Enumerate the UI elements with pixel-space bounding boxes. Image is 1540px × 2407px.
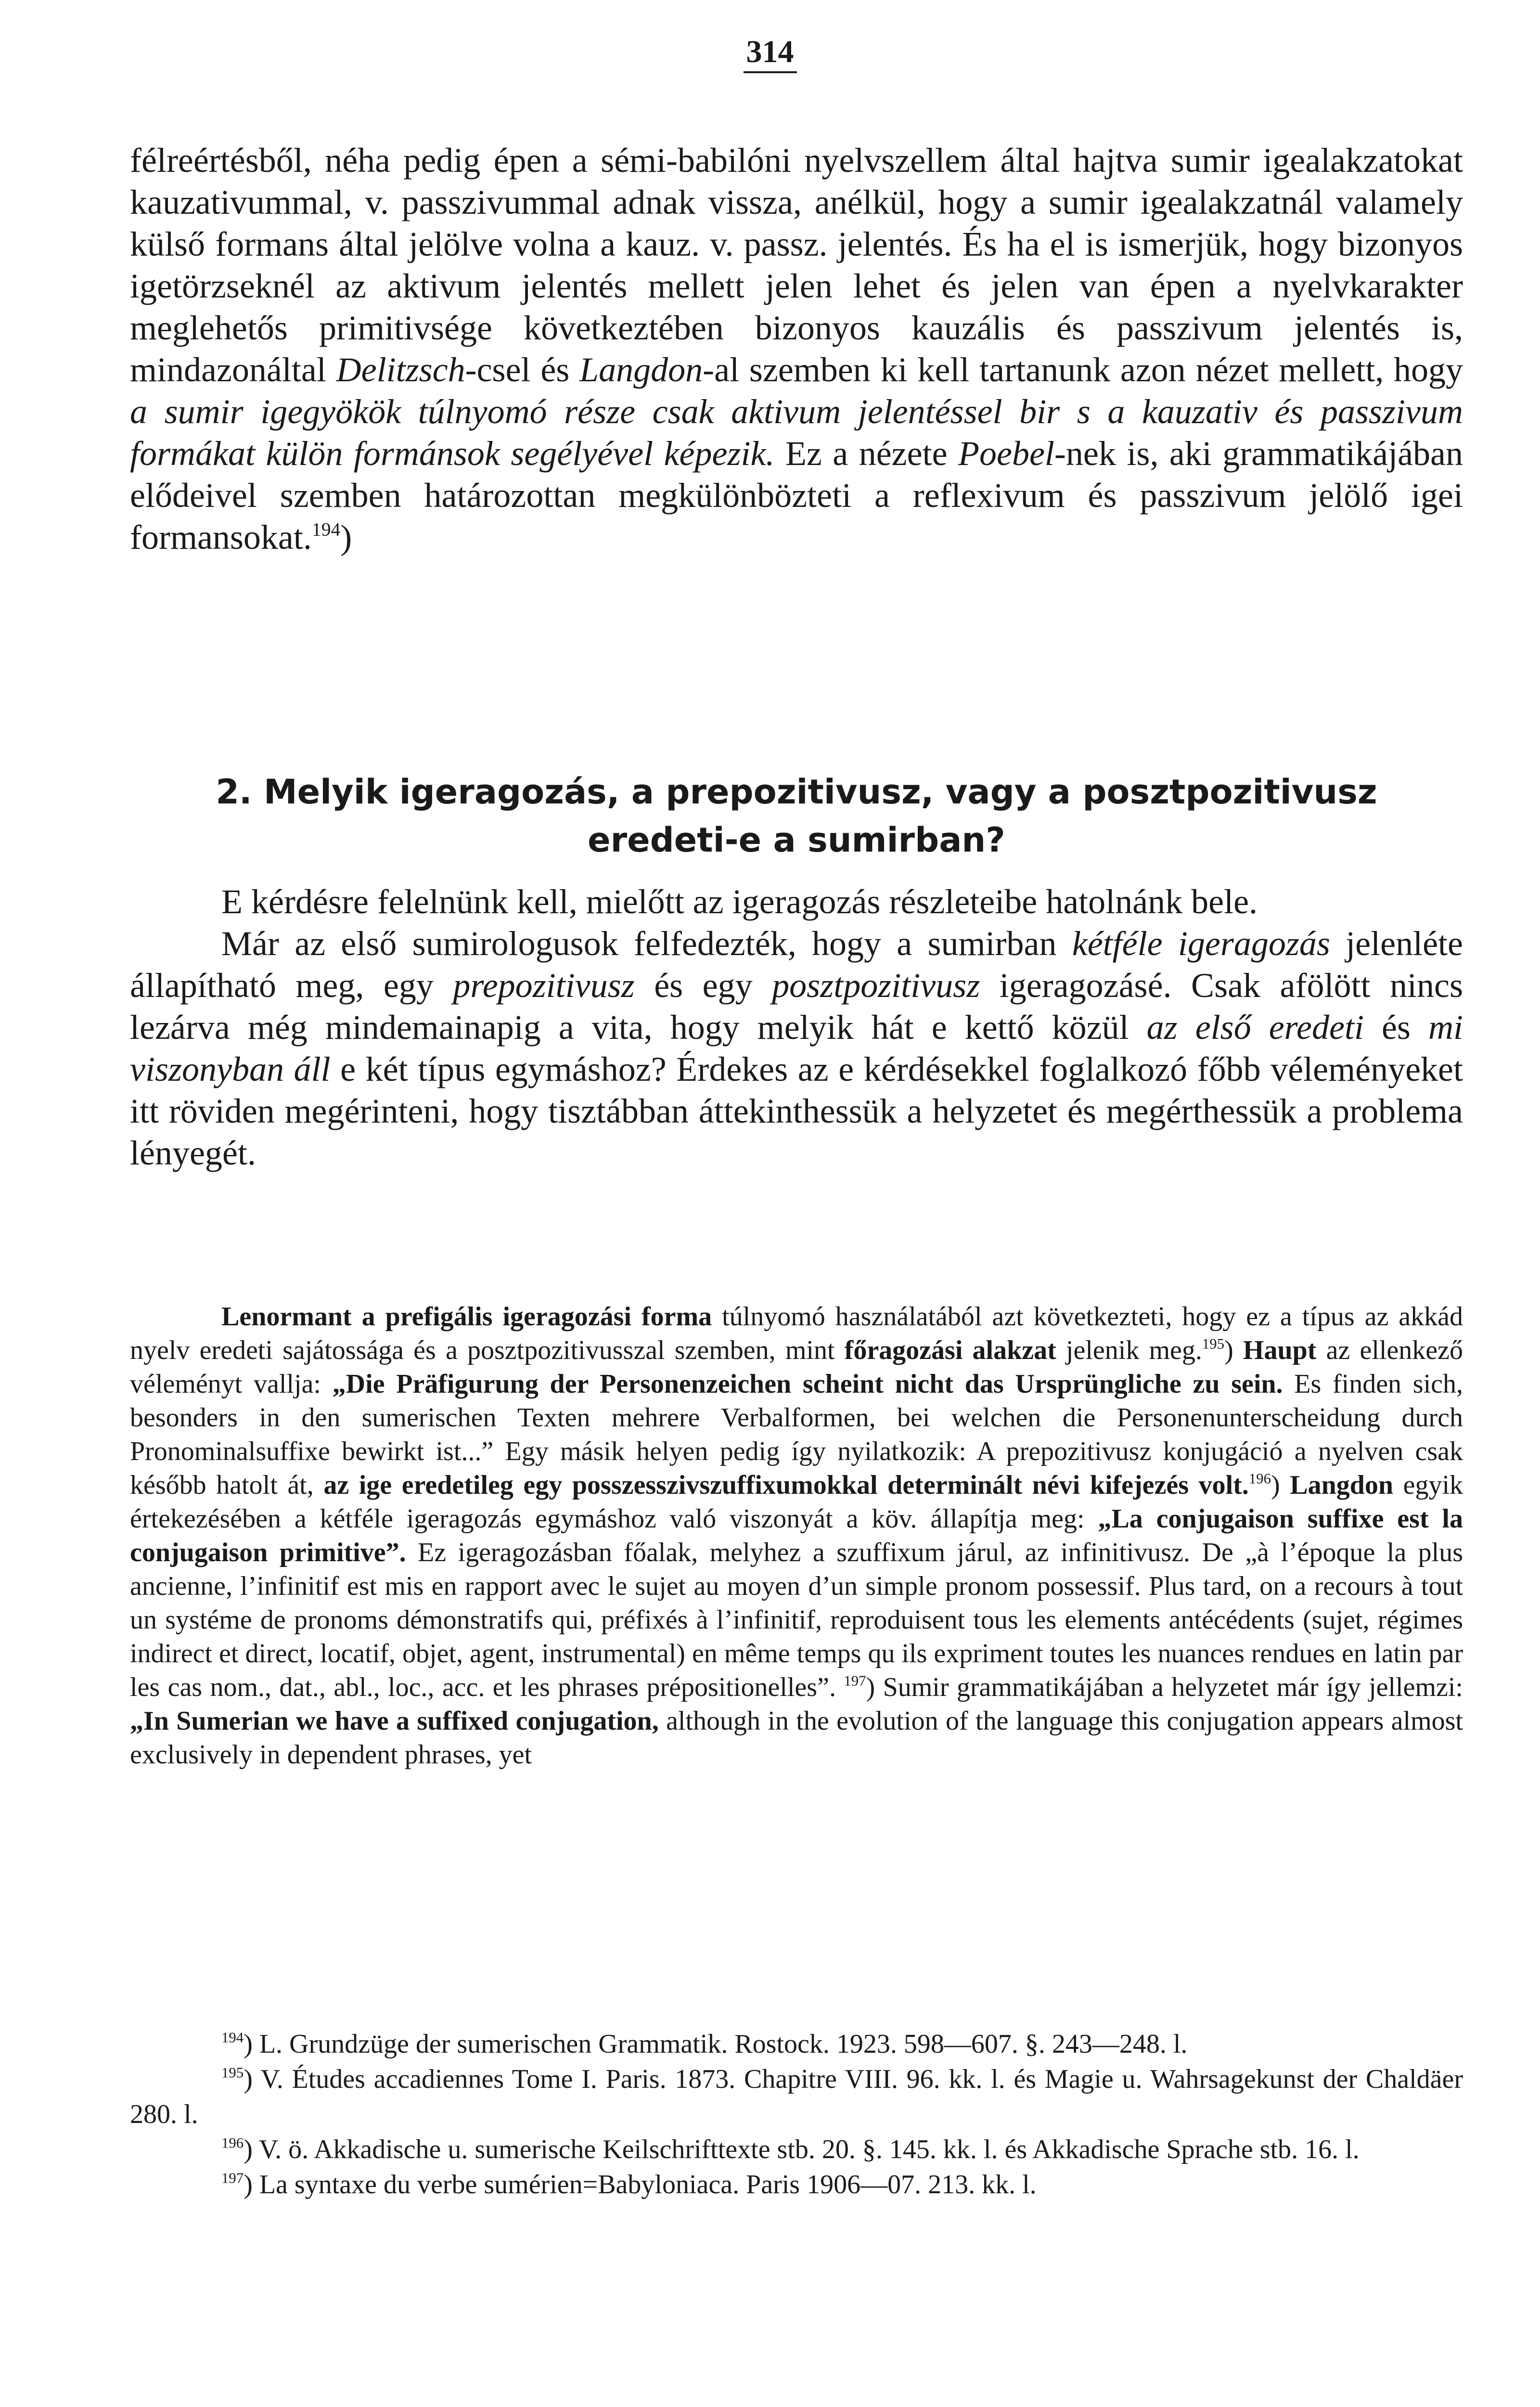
paragraph — [130, 1300, 1463, 1772]
text-run: jelenléte állapítható meg, egy — [130, 924, 1463, 1005]
footnote — [130, 2167, 1463, 2202]
text-run: félreértésből, néha pedig épen a sémi-babilóni nyelvszellem által hajtva sumir igealakzatokat kauzativummal, v. passzivummal adnak vissza, anélkül, hogy a sumir igealakzatnál valamely külső formans által jelölve volna a kauz. v. passz. jelentés. És ha el is ismerjük, hogy bizonyos igetörzseknél az aktivum jelentés mellett jelen lehet és jelen van épen a nyelvkarakter meglehetős primitivsége következtében bizonyos kauzális és passzivum jelentés is, mindazonáltal — [130, 141, 1463, 389]
footnotes — [130, 2027, 1463, 2202]
text-run: egyik értekezésében a kétféle igeragozás egymáshoz való viszonyát a köv. állapítja meg: — [130, 1470, 1463, 1534]
text-run: -csel és — [465, 350, 580, 389]
footnote-number: 194 — [221, 2029, 244, 2046]
text-run: az ige eredetileg egy posszesszivszuffixumokkal determinált névi kifejezés volt. — [323, 1470, 1249, 1500]
text-run: „La conjugaison suffixe est la conjugaison primitive”. — [130, 1504, 1463, 1567]
footnote-text: ) L. Grundzüge der sumerischen Grammatik. Rostock. 1923. 598—607. §. 243—248. l. — [244, 2029, 1188, 2059]
text-run: Es finden sich, besonders in den sumerischen Texten mehrere Verbalformen, bei welchen die Personenunterscheidung durch Pronominalsuffixe bewirkt ist...” Egy másik helyen pedig így nyilatkozik: A prepozitivusz konjugáció a nyelven csak később hatolt át, — [130, 1369, 1463, 1500]
footnote-number: 197 — [221, 2170, 244, 2187]
text-run: Már az első sumirologusok felfedezték, hogy a sumirban — [221, 924, 1072, 963]
text-run: túlnyomó használatából azt következteti, hogy ez a típus az akkád nyelv eredeti sajátossága és a posztpozitivusszal szemben, mint — [130, 1302, 1463, 1365]
text-run: although in the evolution of the language this conjugation appears almost exclusively in dependent phrases, yet — [130, 1706, 1463, 1770]
text-run: prepozitivusz — [453, 966, 635, 1005]
footnote — [130, 2062, 1463, 2132]
text-run: Ez igeragozásban főalak, melyhez a szuffixum járul, az infinitivusz. De „à l’époque la plus ancienne, l’infinitif est mis en rapport avec le sujet au moyen d’un simple pronom possessif. Plus tard, on a recours à tout un systéme de pronoms démonstratifs qui, préfixés à l’infinitif, reproduisent tous les elements antécédents (sujet, régimes indirect et direct, locatif, objet, agent, instrumental) en même temps qu ils expriment toutes les nuances rendues en latin par les cas nom., dat., abl., loc., acc. et les phrases prépositionelles”. — [130, 1538, 1463, 1702]
footnote-ref: 194 — [311, 518, 341, 540]
text-run: posztpozitivusz — [772, 966, 980, 1005]
text-run: igeragozásé. Csak afölött nincs lezárva még mindemainapig a vita, hogy melyik hát e kettő közül — [130, 966, 1463, 1047]
text-run: jelenik meg. — [1056, 1335, 1202, 1365]
text-run: ) — [340, 518, 352, 556]
text-run: Ez a nézete — [774, 434, 959, 473]
text-run: E kérdésre felelnünk kell, mielőtt az igeragozás részleteibe hatolnánk bele. — [221, 882, 1258, 921]
footnote — [130, 2027, 1463, 2062]
text-run: a sumir igegyökök túlnyomó része csak aktivum jelentéssel bir s a kauzativ és passzivum formákat külön formánsok segélyével képezik. — [130, 392, 1463, 473]
text-run: -al szemben ki kell tartanunk azon nézet mellett, hogy — [703, 350, 1463, 389]
text-run: -nek is, aki grammatikájában elődeivel szemben határozottan megkülönbözteti a reflexivum és passzivum jelölő igei formansokat. — [130, 434, 1463, 556]
text-run: ) Sumir grammatikájában a helyzetet már így jellemzi: — [866, 1672, 1463, 1702]
section-heading-line: eredeti-e a sumirban? — [588, 820, 1005, 860]
text-run: és egy — [634, 966, 772, 1005]
text-run: és — [1363, 1008, 1428, 1047]
text-run: Langdon — [1290, 1470, 1394, 1500]
footnote-text: ) La syntaxe du verbe sumérien=Babyloniaca. Paris 1906—07. 213. kk. l. — [244, 2170, 1037, 2200]
page-number: 314 — [0, 34, 1540, 70]
section-heading — [130, 768, 1463, 864]
text-run: főragozási alakzat — [844, 1335, 1056, 1365]
footnote-text: ) V. Études accadiennes Tome I. Paris. 1873. Chapitre VIII. 96. kk. l. és Magie u. Wahrsagekunst der Chaldäer 280. l. — [130, 2064, 1463, 2129]
footnote — [130, 2132, 1463, 2167]
text-run: „Die Präfigurung der Personenzeichen scheint nicht das Ursprüngliche zu sein. — [332, 1369, 1283, 1399]
footnote-ref: 197 — [844, 1672, 866, 1689]
text-run: ) — [1224, 1335, 1243, 1365]
text-block-top — [130, 140, 1463, 558]
paragraph — [130, 881, 1463, 923]
text-run: Lenormant a prefigális igeragozási forma — [221, 1302, 712, 1332]
text-run: Poebel — [958, 434, 1054, 473]
text-run: kétféle igeragozás — [1072, 924, 1330, 963]
paragraph — [130, 140, 1463, 558]
text-run: Haupt — [1243, 1335, 1317, 1365]
text-block-middle — [130, 881, 1463, 1174]
text-run: „In Sumerian we have a suffixed conjugation, — [130, 1706, 659, 1736]
footnote-ref: 196 — [1248, 1470, 1271, 1487]
text-run: ) — [1271, 1470, 1290, 1500]
text-run: e két típus egymáshoz? Érdekes az e kérdésekkel foglalkozó főbb véleményeket itt röviden megérinteni, hogy tisztábban áttekinthessük a helyzetet és megérthessük a problema lényegét. — [130, 1050, 1463, 1172]
text-run: az ellenkező véleményt vallja: — [130, 1335, 1463, 1399]
text-run: Delitzsch — [336, 350, 465, 389]
text-run: mi viszonyban áll — [130, 1008, 1463, 1088]
section-heading-line: 2. Melyik igeragozás, a prepozitivusz, vagy a posztpozitivusz — [216, 772, 1377, 812]
footnote-text: ) V. ö. Akkadische u. sumerische Keilschrifttexte stb. 20. §. 145. kk. l. és Akkadische Sprache stb. 16. l. — [244, 2135, 1360, 2164]
small-print-block — [130, 1300, 1463, 1772]
paragraph — [130, 923, 1463, 1174]
footnote-number: 195 — [221, 2064, 244, 2081]
text-run: Langdon — [579, 350, 703, 389]
text-run: az első eredeti — [1146, 1008, 1364, 1047]
footnote-number: 196 — [221, 2135, 244, 2151]
footnote-ref: 195 — [1202, 1335, 1225, 1352]
